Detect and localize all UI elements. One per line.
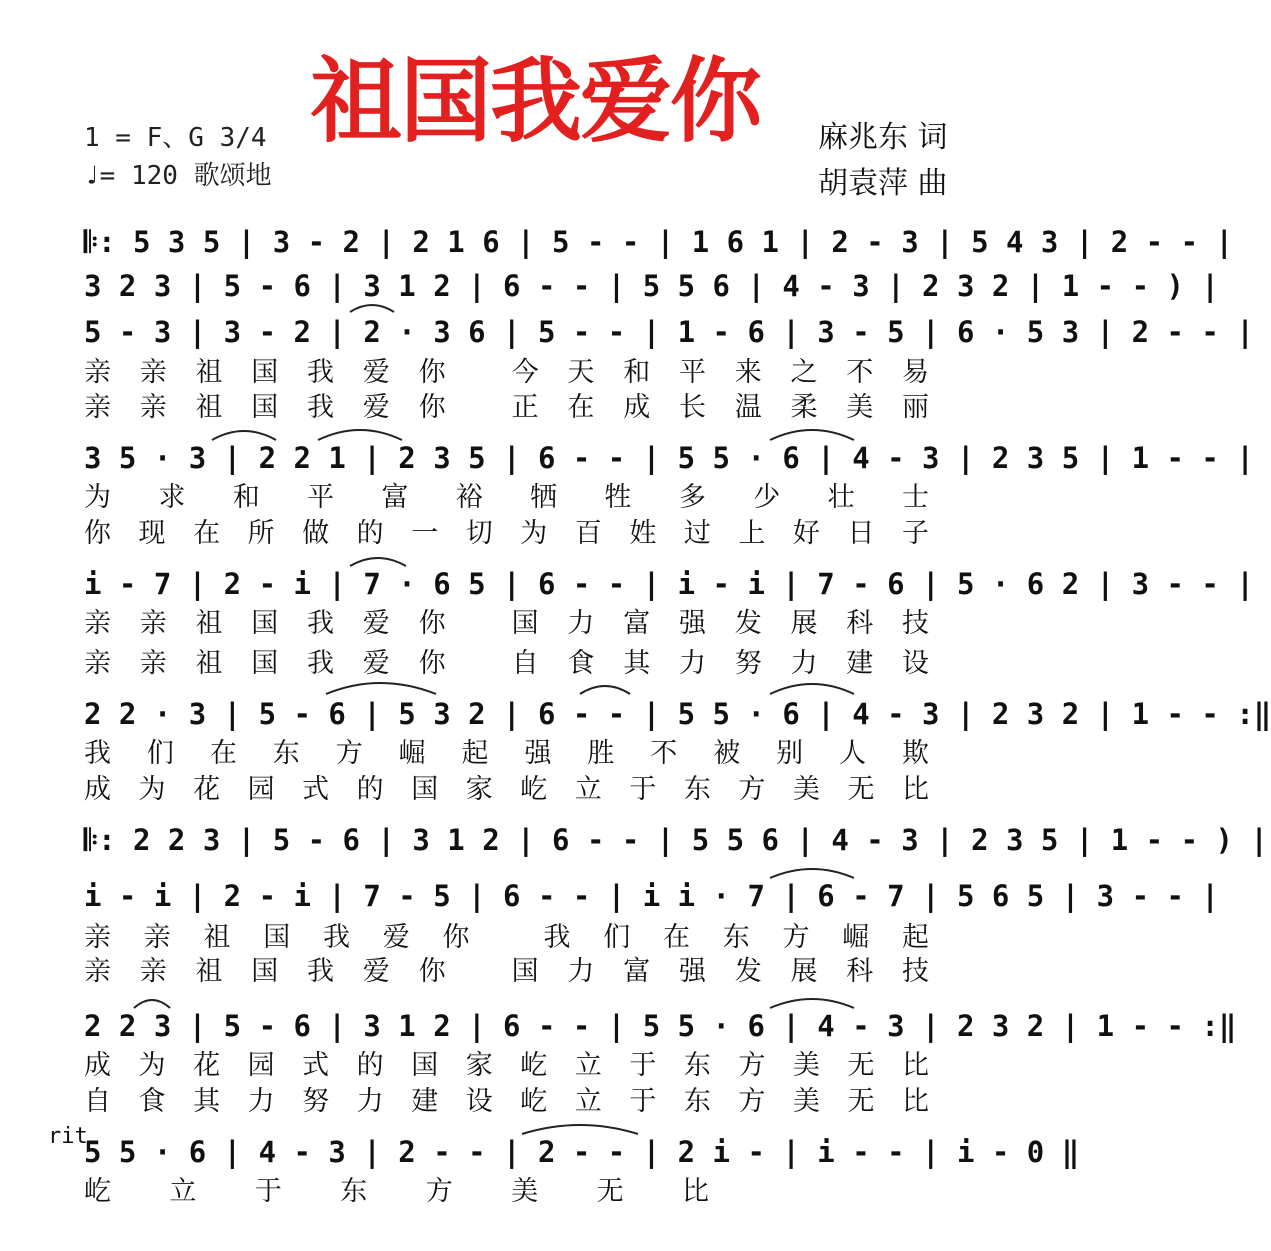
lyrics-line-9-verse-1: 成 为 花 园 式 的 国 家 屹 立 于 东 方 美 无 比 [84,1050,929,1081]
notation-line-10: 5 5 · 6 | 4 - 3 | 2 - - | 2 - - | 2 i - | i - - | i - 0 ‖ [84,1135,1080,1169]
notation-line-8: i - i | 2 - i | 7 - 5 | 6 - - | i i · 7 | 6 - 7 | 5 6 5 | 3 - - | [84,879,1219,913]
tempo-marking: = 120 歌颂地 [99,161,272,191]
slur-mark [326,683,436,694]
lyrics-line-5-verse-2: 亲 亲 祖 国 我 爱 你 自 食 其 力 努 力 建 设 [84,648,929,679]
slur-mark [770,684,854,694]
notation-line-1: 𝄆: 5 3 5 | 3 - 2 | 2 1 6 | 5 - - | 1 6 1 | 2 - 3 | 5 4 3 | 2 - - | [84,225,1233,259]
lyrics-line-10: 屹 立 于 东 方 美 无 比 [84,1176,709,1207]
notation-line-6: 2 2 · 3 | 5 - 6 | 5 3 2 | 6 - - | 5 5 · 6 | 4 - 3 | 2 3 2 | 1 - - :‖ [84,697,1271,731]
lyrics-line-8-verse-2: 亲 亲 祖 国 我 爱 你 国 力 富 强 发 展 科 技 [84,956,929,987]
lyrics-line-4-verse-1: 为 求 和 平 富 裕 牺 牲 多 少 壮 士 [84,482,929,513]
lyrics-line-8-verse-1: 亲 亲 祖 国 我 爱 你 我 们 在 东 方 崛 起 [84,922,929,953]
quarter-note-icon: ♩ [84,161,100,191]
notation-line-5: i - 7 | 2 - i | 7 · 6 5 | 6 - - | i - i | 7 - 6 | 5 · 6 2 | 3 - - | [84,567,1254,601]
ritardando-marking: rit [48,1124,88,1149]
lyrics-line-3-verse-2: 亲 亲 祖 国 我 爱 你 正 在 成 长 温 柔 美 丽 [84,392,929,423]
tempo-line [84,158,272,194]
composer-credit: 胡袁萍 曲 [818,166,948,201]
notation-line-4: 3 5 · 3 | 2 2 1 | 2 3 5 | 6 - - | 5 5 · 6 | 4 - 3 | 2 3 5 | 1 - - | [84,441,1254,475]
slur-mark [350,305,394,312]
lyrics-line-4-verse-2: 你 现 在 所 做 的 一 切 为 百 姓 过 上 好 日 子 [84,518,929,549]
notation-line-2: 3 2 3 | 5 - 6 | 3 1 2 | 6 - - | 5 5 6 | 4 - 3 | 2 3 2 | 1 - - ) | [84,269,1219,303]
lyrics-line-3-verse-1: 亲 亲 祖 国 我 爱 你 今 天 和 平 来 之 不 易 [84,357,929,388]
lyrics-line-6-verse-1: 我 们 在 东 方 崛 起 强 胜 不 被 别 人 欺 [84,738,929,769]
slur-mark [580,686,630,694]
key-signature: 1 = F、G 3/4 [84,123,267,153]
lyrics-line-9-verse-2: 自 食 其 力 努 力 建 设 屹 立 于 东 方 美 无 比 [84,1086,929,1117]
notation-line-9: 2 2 3 | 5 - 6 | 3 1 2 | 6 - - | 5 5 · 6 | 4 - 3 | 2 3 2 | 1 - - :‖ [84,1009,1237,1043]
lyricist-credit: 麻兆东 词 [818,120,948,155]
notation-line-3: 5 - 3 | 3 - 2 | 2 · 3 6 | 5 - - | 1 - 6 | 3 - 5 | 6 · 5 3 | 2 - - | [84,315,1254,349]
lyrics-line-5-verse-1: 亲 亲 祖 国 我 爱 你 国 力 富 强 发 展 科 技 [84,608,929,639]
notation-line-7: 𝄆: 2 2 3 | 5 - 6 | 3 1 2 | 6 - - | 5 5 6 | 4 - 3 | 2 3 5 | 1 - - ) | [84,823,1268,857]
song-title: 祖国我爱你 [310,48,761,155]
lyrics-line-6-verse-2: 成 为 花 园 式 的 国 家 屹 立 于 东 方 美 无 比 [84,774,929,805]
